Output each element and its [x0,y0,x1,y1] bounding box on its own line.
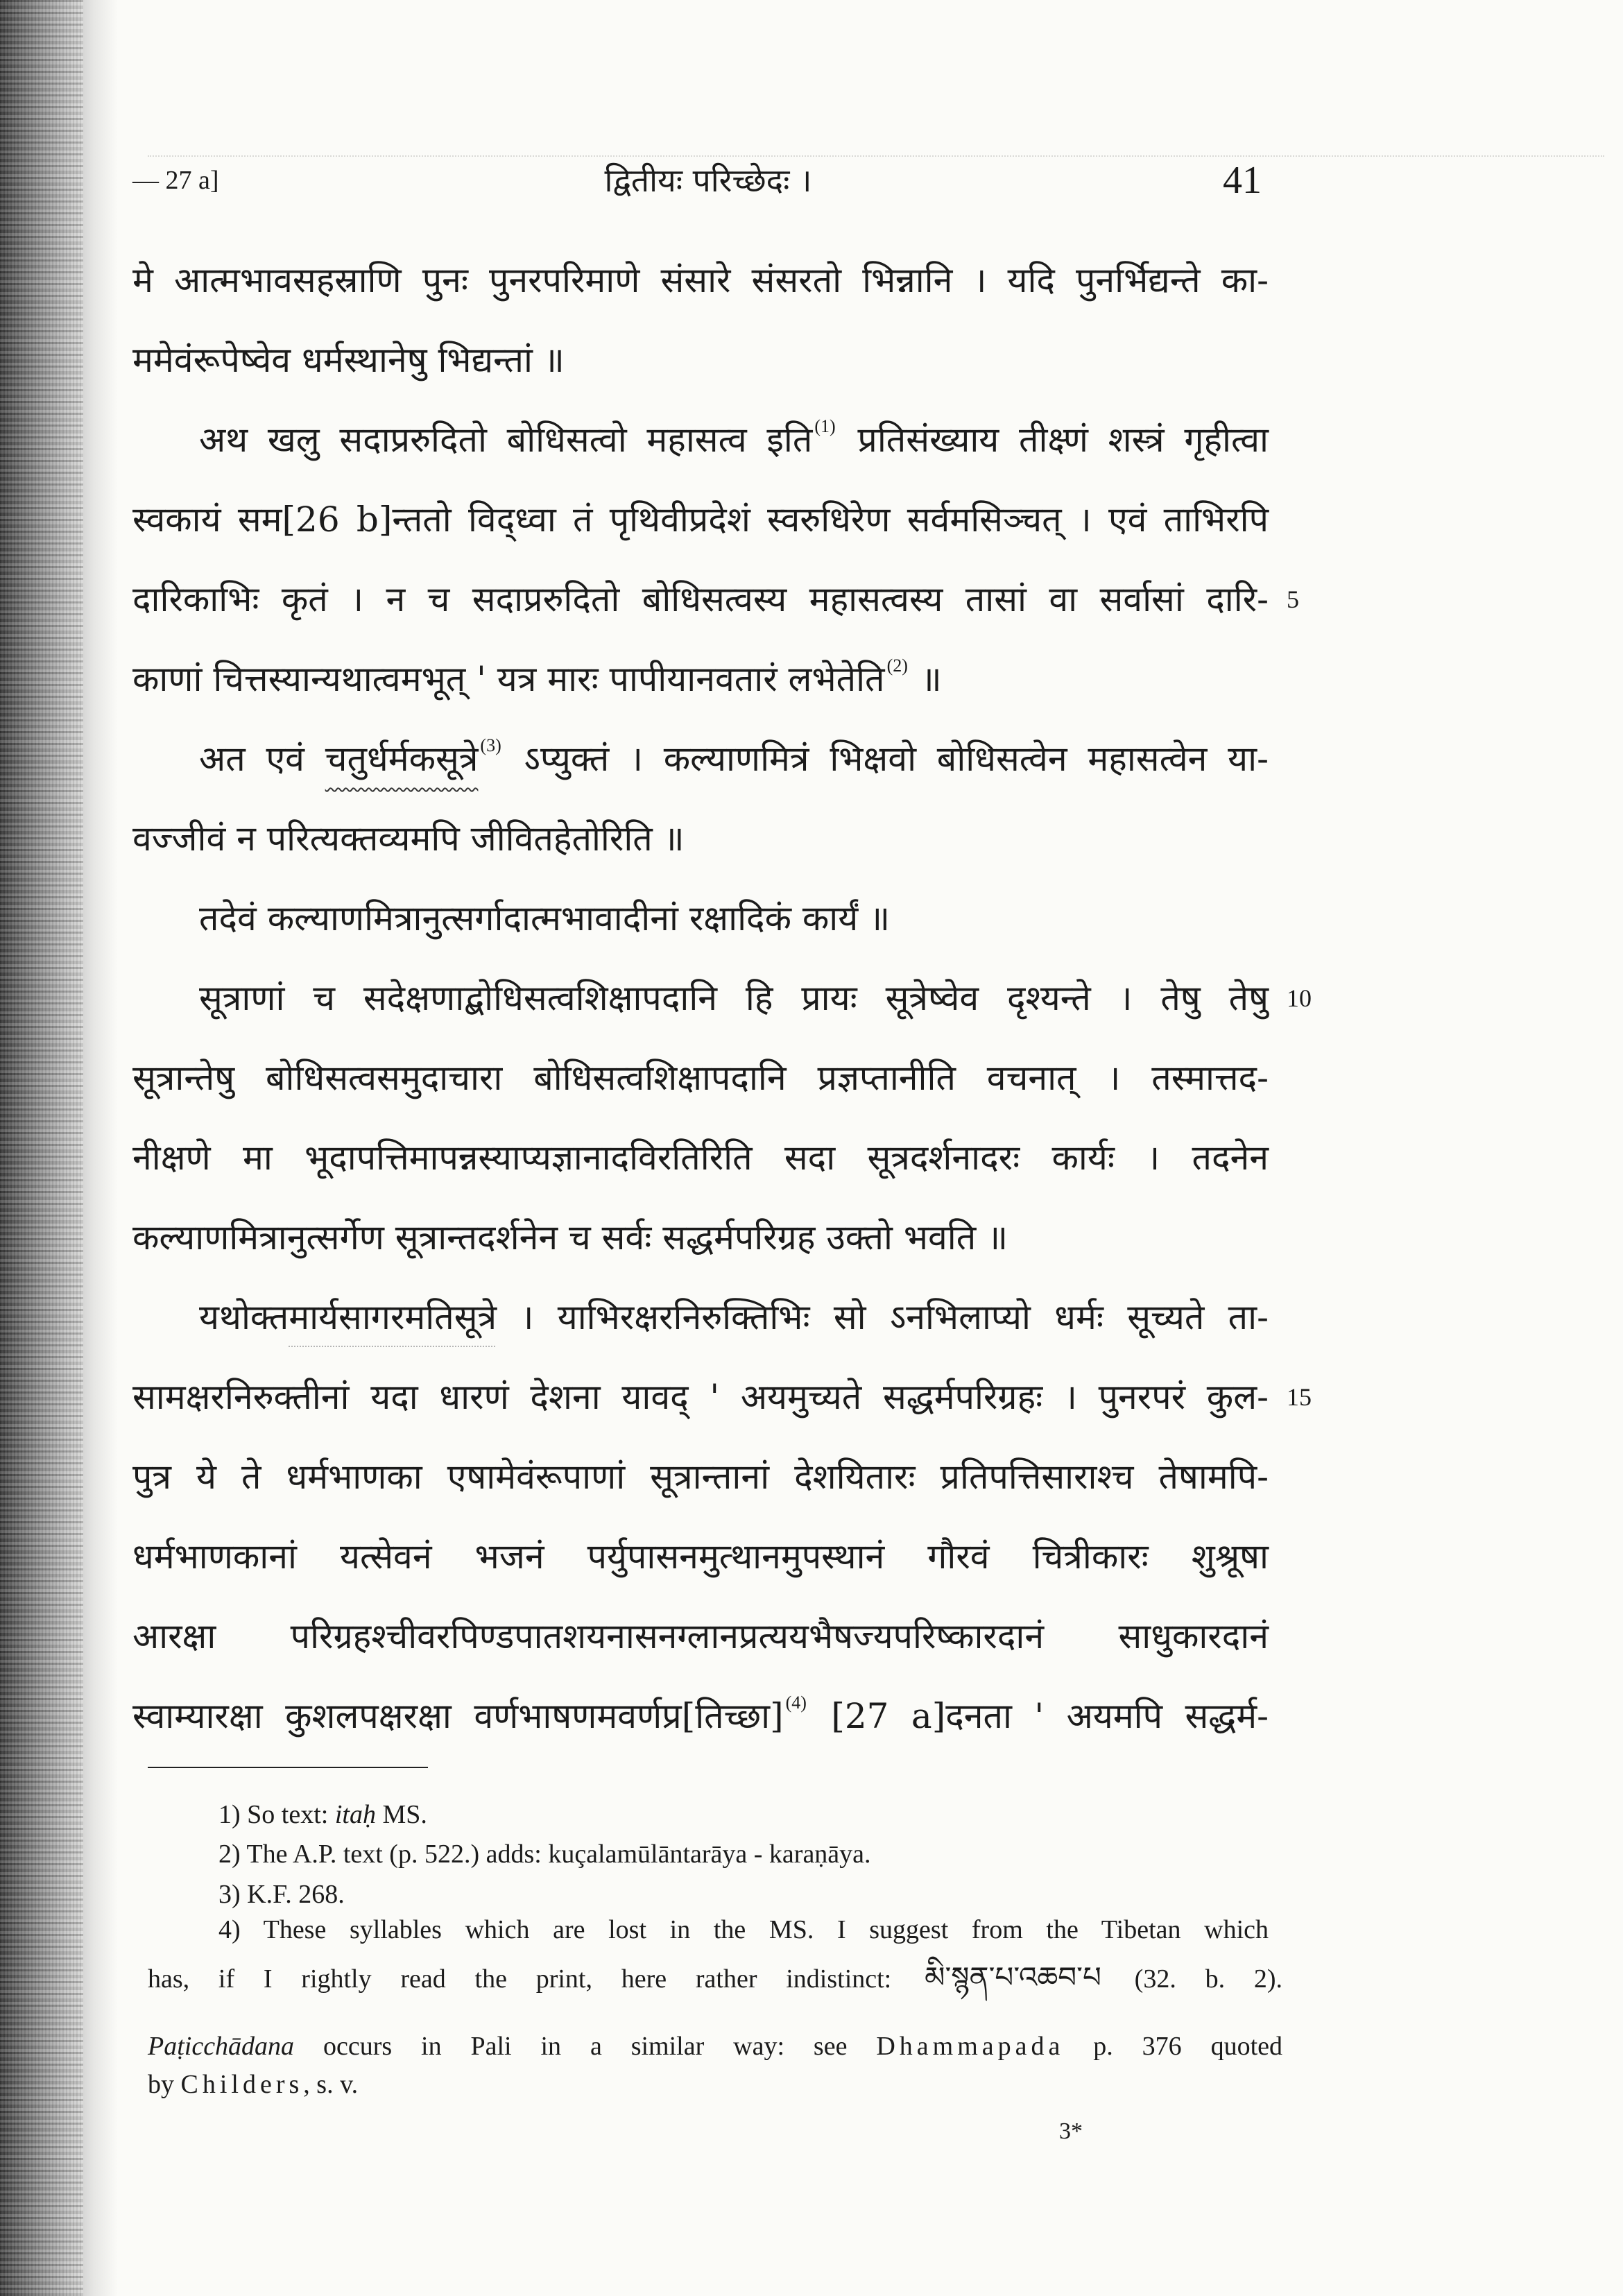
note-text: , s. v. [303,2070,359,2099]
footnote-text: So text: [240,1800,335,1829]
line-text: सामक्षरनिरुक्तीनां यदा धारणं देशना यावद् ' अयमुच्यते सद्धर्मपरिग्रहः । पुनरपरं कुल- [132,1377,1269,1417]
footnote-italic: itaḥ [334,1800,376,1829]
footnote-rule [148,1767,428,1768]
line-number: 15 [1287,1383,1312,1411]
body-line [199,884,1269,953]
line-text: तदेवं कल्याणमित्रानुत्सर्गादात्मभावादीनां रक्षादिकं कार्यं ॥ [199,898,891,939]
line-text: दारिकाभिः कृतं । न च सदाप्ररुदितो बोधिसत्वस्य महासत्वस्य तासां वा सर्वासां दारि- [132,579,1269,619]
body-line [132,1522,1269,1591]
line-text: स्वाम्यारक्षा कुशलपक्षरक्षा वर्णभाषणमवर्णप्र[तिच्छा] [132,1696,784,1736]
body-line [132,1602,1269,1671]
line-text: सूत्रान्तेषु बोधिसत्वसमुदाचारा बोधिसत्वशिक्षापदानि प्रज्ञप्तानीति वचनात् । तस्मात्तद- [132,1058,1269,1098]
footnote [218,1911,1269,1948]
line-text: ममेवंरूपेष्वेव धर्मस्थानेषु भिद्यन्तां ॥ [132,340,565,380]
note-text: p. 376 quoted [1064,2032,1282,2061]
footnote-marker: 2) [218,1840,241,1869]
body-line [132,1681,1269,1751]
line-number: 10 [1287,984,1312,1012]
note-text: occurs in Pali in a similar way: see [294,2032,877,2061]
body-line [132,1442,1269,1511]
line-text: वज्जीवं न परित्यक्तव्यमपि जीवितहेतोरिति ॥ [132,819,685,859]
closing-note-line [148,2066,1282,2103]
line-text: प्रतिसंख्याय तीक्ष्णं शस्त्रं गृहीत्वा [837,420,1269,460]
line-text: अथ खलु सदाप्ररुदितो बोधिसत्वो महासत्व इति [199,420,813,460]
footnote-marker: 3) [218,1880,241,1909]
footnote-text: has, if I rightly read the print, here rather indistinct: [148,1964,892,1994]
tibetan-text: མི་སྙན་པ་འཆབ་པ [925,1960,1101,1994]
body-line [132,485,1269,554]
line-text: । याभिरक्षरनिरुक्तिभिः सो ऽनभिलाप्यो धर्मः सूच्यते ता- [497,1297,1269,1337]
footnote-continuation [148,1955,1282,2000]
line-number: 5 [1287,585,1299,613]
body-line [132,1123,1269,1192]
line-text: मे आत्मभावसहस्राणि पुनः पुनरपरिमाणे संसारे संसरतो भिन्नानि । यदि पुनर्भिद्यन्ते का- [132,260,1269,300]
footnote-reference: (2) [886,656,908,676]
emphasized-title: चतुर्धर्मकसूत्रे [325,739,479,779]
emphasized-title: मार्यसागरमतिसूत्रे [289,1297,497,1337]
note-text: by [148,2070,181,2099]
line-text: कल्याणमित्रानुत्सर्गेण सूत्रान्तदर्शनेन च सर्वः सद्धर्मपरिग्रह उक्तो भवति ॥ [132,1217,1008,1258]
body-line [132,1203,1269,1272]
footnote-text: K.F. 268. [240,1880,345,1909]
source-title: Dhammapada [876,2032,1065,2061]
footnote-marker: 4) [218,1915,241,1944]
line-text: पुत्र ये ते धर्मभाणका एषामेवंरूपाणां सूत्रान्तानां देशयितारः प्रतिपत्तिसाराश्च तेषामपि- [132,1457,1269,1497]
line-text: नीक्षणे मा भूदापत्तिमापन्नस्याप्यज्ञानादविरतिरिति सदा सूत्रदर्शनादरः कार्यः । तदनेन [132,1138,1269,1178]
line-text: ॥ [909,659,942,699]
body-line [132,325,1269,395]
line-text: अत एवं [199,739,325,779]
body-line [199,963,1269,1033]
body-line [132,644,1269,714]
folio-reference: — 27 a] [132,166,219,195]
footnote-text: MS. [375,1800,427,1829]
body-line [199,405,1269,474]
line-text: स्वकायं सम[26 b]न्ततो विद्ध्वा तं पृथिवीप्रदेशं स्वरुधिरेण सर्वमसिञ्चत् । एवं ताभिरपि [132,499,1269,540]
body-line [132,1043,1269,1113]
pali-term: Paṭicchādana [148,2032,295,2061]
body-line [132,565,1269,634]
body-line [132,804,1269,873]
body-line [199,1283,1269,1352]
footnote-reference: (4) [785,1693,807,1713]
line-text: [27 a]दनता ' अयमपि सद्धर्म- [808,1696,1269,1736]
signature-mark: 3* [1059,2118,1083,2144]
line-text: ऽप्युक्तं । कल्याणमित्रं भिक्षवो बोधिसत्वेन महासत्वेन या- [503,739,1269,779]
chapter-title: द्वितीयः परिच्छेदः । [604,162,812,199]
body-line [132,246,1269,315]
body-line [199,724,1269,794]
scan-shadow-texture [0,0,83,2296]
footnote-text: These syllables which are lost in the MS. I suggest from the Tibetan which [240,1915,1269,1944]
line-text: सूत्राणां च सदेक्षणाद्बोधिसत्वशिक्षापदानि हि प्रायः सूत्रेष्वेव दृश्यन्ते । तेषु तेषु [199,978,1269,1018]
footnote-text: The A.P. text (p. 522.) adds: kuçalamūlāntarāya - karaṇāya. [240,1840,871,1869]
footnote [218,1876,1269,1913]
footnote-reference: (1) [814,416,836,436]
closing-note-line [148,2028,1282,2065]
body-line [132,1362,1269,1432]
footnote-reference: (3) [480,735,501,755]
footnote [218,1835,1269,1873]
author-name: Childers [180,2070,304,2099]
footnote-marker: 1) [218,1800,241,1829]
line-text: काणां चित्तस्यान्यथात्वमभूत् ' यत्र मारः पापीयानवतारं लभेतेति [132,659,885,699]
page-number: 41 [1223,159,1262,202]
footnote [218,1796,1269,1833]
line-text: यथोक्त [199,1297,289,1337]
line-text: आरक्षा परिग्रहश्चीवरपिण्डपातशयनासनग्लानप्रत्ययभैषज्यपरिष्कारदानं साधुकारदानं [132,1616,1269,1656]
line-text: धर्मभाणकानां यत्सेवनं भजनं पर्युपासनमुत्थानमुपस्थानं गौरवं चित्रीकारः शुश्रूषा [132,1536,1269,1577]
footnote-reference-text: (32. b. 2). [1134,1964,1282,1994]
